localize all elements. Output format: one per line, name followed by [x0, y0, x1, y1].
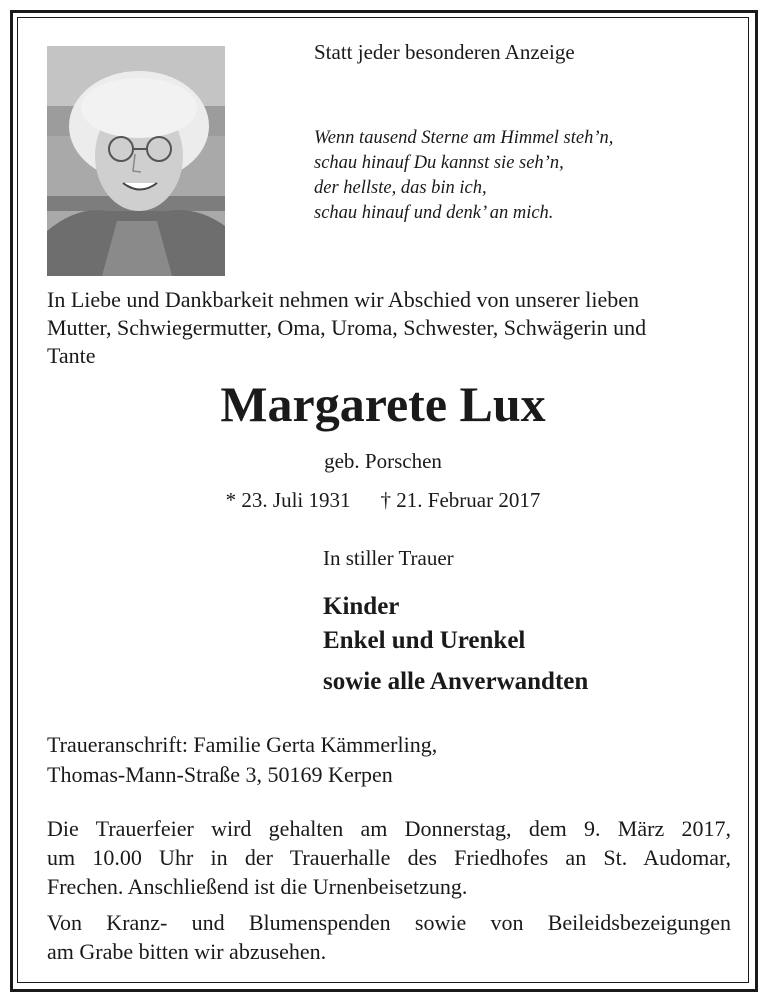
- service-line: Die Trauerfeier wird gehalten am Donnerstag, dem 9. März 2017,: [47, 816, 731, 841]
- life-dates: [0, 488, 766, 513]
- notice-header: Statt jeder besonderen Anzeige: [314, 40, 575, 64]
- poem-line: der hellste, das bin ich,: [314, 178, 487, 198]
- farewell-intro: [47, 286, 737, 370]
- intro-line: In Liebe und Dankbarkeit nehmen wir Abschied von unserer lieben: [47, 287, 639, 312]
- death-date: † 21. Februar 2017: [380, 488, 541, 512]
- mourner-group: sowie alle Anverwandten: [323, 668, 589, 695]
- maiden-name: geb. Porschen: [324, 449, 442, 473]
- memorial-poem: [314, 126, 613, 226]
- poem-line: Wenn tausend Sterne am Himmel steh’n,: [314, 128, 614, 148]
- mourner-group: Enkel und Urenkel: [323, 627, 526, 654]
- flowers-line: Von Kranz- und Blumenspenden sowie von Beileidsbezeigungen: [47, 910, 731, 935]
- mourners-list: [323, 590, 588, 699]
- flowers-request: [47, 908, 731, 966]
- poem-line: schau hinauf Du kannst sie seh’n,: [314, 153, 564, 173]
- mourning-address: [47, 730, 437, 790]
- address-line: Thomas-Mann-Straße 3, 50169 Kerpen: [47, 762, 393, 787]
- funeral-service-info: [47, 814, 731, 901]
- intro-line: Tante: [47, 343, 96, 368]
- portrait-photo: [47, 46, 225, 276]
- mourner-group: Kinder: [323, 593, 400, 620]
- poem-line: schau hinauf und denk’ an mich.: [314, 203, 554, 223]
- service-line: um 10.00 Uhr in der Trauerhalle des Friedhofes an St. Audomar,: [47, 845, 731, 870]
- deceased-name: Margarete Lux: [220, 376, 546, 432]
- birth-date: * 23. Juli 1931: [225, 488, 351, 512]
- flowers-line: am Grabe bitten wir abzusehen.: [47, 939, 327, 964]
- mourning-line: In stiller Trauer: [323, 546, 454, 570]
- service-line: Frechen. Anschließend ist die Urnenbeisetzung.: [47, 874, 468, 899]
- address-line: Traueranschrift: Familie Gerta Kämmerling,: [47, 732, 438, 757]
- intro-line: Mutter, Schwiegermutter, Oma, Uroma, Schwester, Schwägerin und: [47, 315, 647, 340]
